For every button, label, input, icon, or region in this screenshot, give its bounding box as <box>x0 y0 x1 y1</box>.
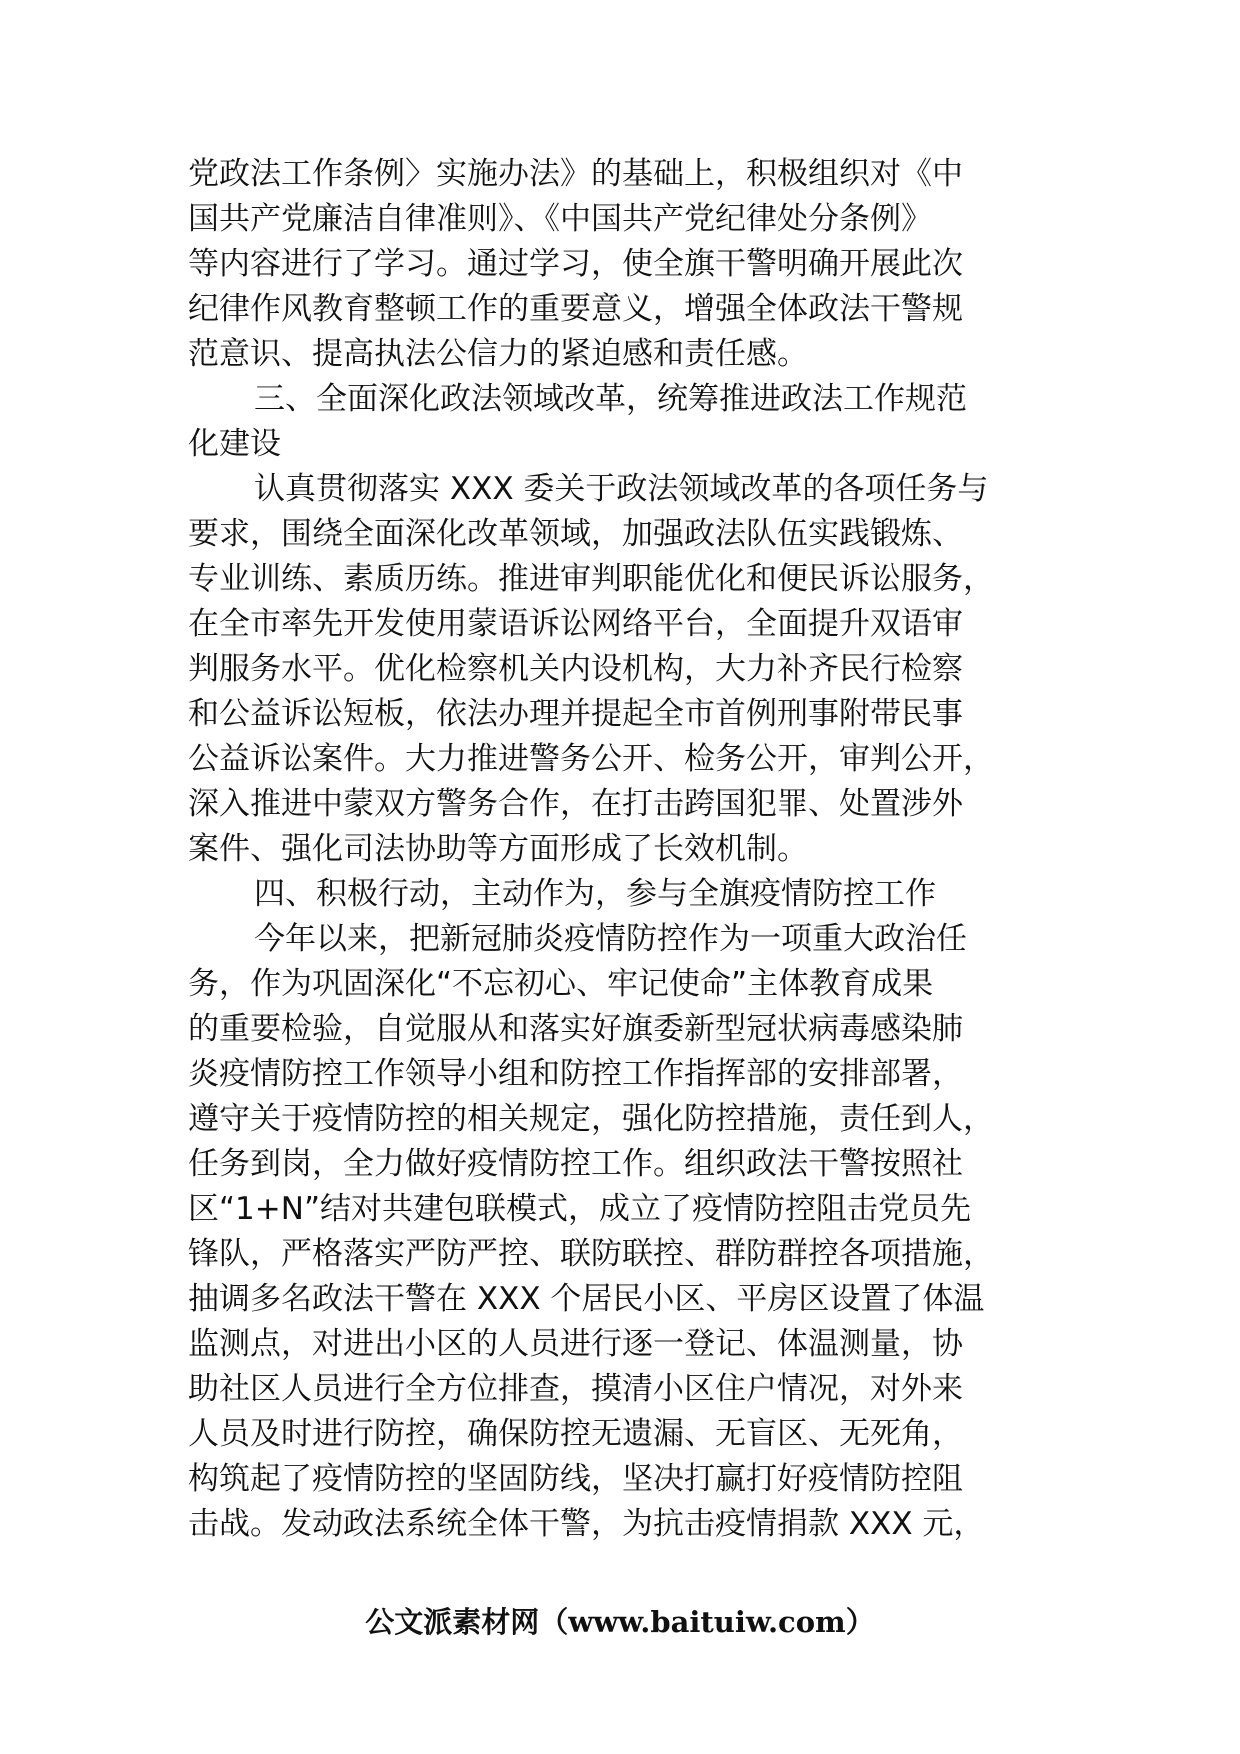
text-line: 助社区人员进行全方位排查，摸清小区住户情况，对外来 <box>188 1371 963 1407</box>
text-line: 判服务水平。优化检察机关内设机构，大力补齐民行检察 <box>188 651 963 687</box>
text-line: 锋队，严格落实严防严控、联防联控、群防群控各项措施， <box>188 1236 994 1272</box>
text-line: 的重要检验，自觉服从和落实好旗委新型冠状病毒感染肺 <box>188 1011 963 1047</box>
document-body <box>188 152 1068 1547</box>
text-line: 化建设 <box>188 426 281 462</box>
text-line: 任务到岗，全力做好疫情防控工作。组织政法干警按照社 <box>188 1146 963 1182</box>
text-line: 三、全面深化政法领域改革，统筹推进政法工作规范 <box>254 381 967 417</box>
text-line: 深入推进中蒙双方警务合作，在打击跨国犯罪、处置涉外 <box>188 786 963 822</box>
text-line: 今年以来，把新冠肺炎疫情防控作为一项重大政治任 <box>254 921 967 957</box>
text-line: 案件、强化司法协助等方面形成了长效机制。 <box>188 831 808 867</box>
text-line: 范意识、提高执法公信力的紧迫感和责任感。 <box>188 336 808 372</box>
text-line: 在全市率先开发使用蒙语诉讼网络平台，全面提升双语审 <box>188 606 963 642</box>
text-line: 党政法工作条例〉实施办法》的基础上，积极组织对《中 <box>188 156 963 192</box>
text-line: 监测点，对进出小区的人员进行逐一登记、体温测量，协 <box>188 1326 963 1362</box>
text-line: 构筑起了疫情防控的坚固防线，坚决打赢打好疫情防控阻 <box>188 1461 963 1497</box>
text-line: 纪律作风教育整顿工作的重要意义，增强全体政法干警规 <box>188 291 963 327</box>
text-line: 四、积极行动，主动作为，参与全旗疫情防控工作 <box>254 876 936 912</box>
text-line: 等内容进行了学习。通过学习，使全旗干警明确开展此次 <box>188 246 963 282</box>
text-line: 和公益诉讼短板，依法办理并提起全市首例刑事附带民事 <box>188 696 963 732</box>
text-line: 公益诉讼案件。大力推进警务公开、检务公开，审判公开， <box>188 741 994 777</box>
text-line: 要求，围绕全面深化改革领域，加强政法队伍实践锻炼、 <box>188 516 963 552</box>
text-line: 人员及时进行防控，确保防控无遗漏、无盲区、无死角， <box>188 1416 963 1452</box>
text-line: 击战。发动政法系统全体干警，为抗击疫情捐款 XXX 元， <box>188 1506 985 1542</box>
text-line: 认真贯彻落实 XXX 委关于政法领域改革的各项任务与 <box>254 471 989 507</box>
text-line: 遵守关于疫情防控的相关规定，强化防控措施，责任到人， <box>188 1101 994 1137</box>
text-line: 务，作为巩固深化“不忘初心、牢记使命”主体教育成果 <box>188 966 934 1002</box>
text-line: 国共产党廉洁自律准则》、《中国共产党纪律处分条例》 <box>188 201 932 237</box>
text-line: 专业训练、素质历练。推进审判职能优化和便民诉讼服务， <box>188 561 994 597</box>
text-line: 抽调多名政法干警在 XXX 个居民小区、平房区设置了体温 <box>188 1281 985 1317</box>
text-line: 区“1+N”结对共建包联模式，成立了疫情防控阻击党员先 <box>188 1191 972 1227</box>
page-footer: 公文派素材网（www.baituiw.com） <box>365 1605 875 1639</box>
text-line: 炎疫情防控工作领导小组和防控工作指挥部的安排部署， <box>188 1056 963 1092</box>
